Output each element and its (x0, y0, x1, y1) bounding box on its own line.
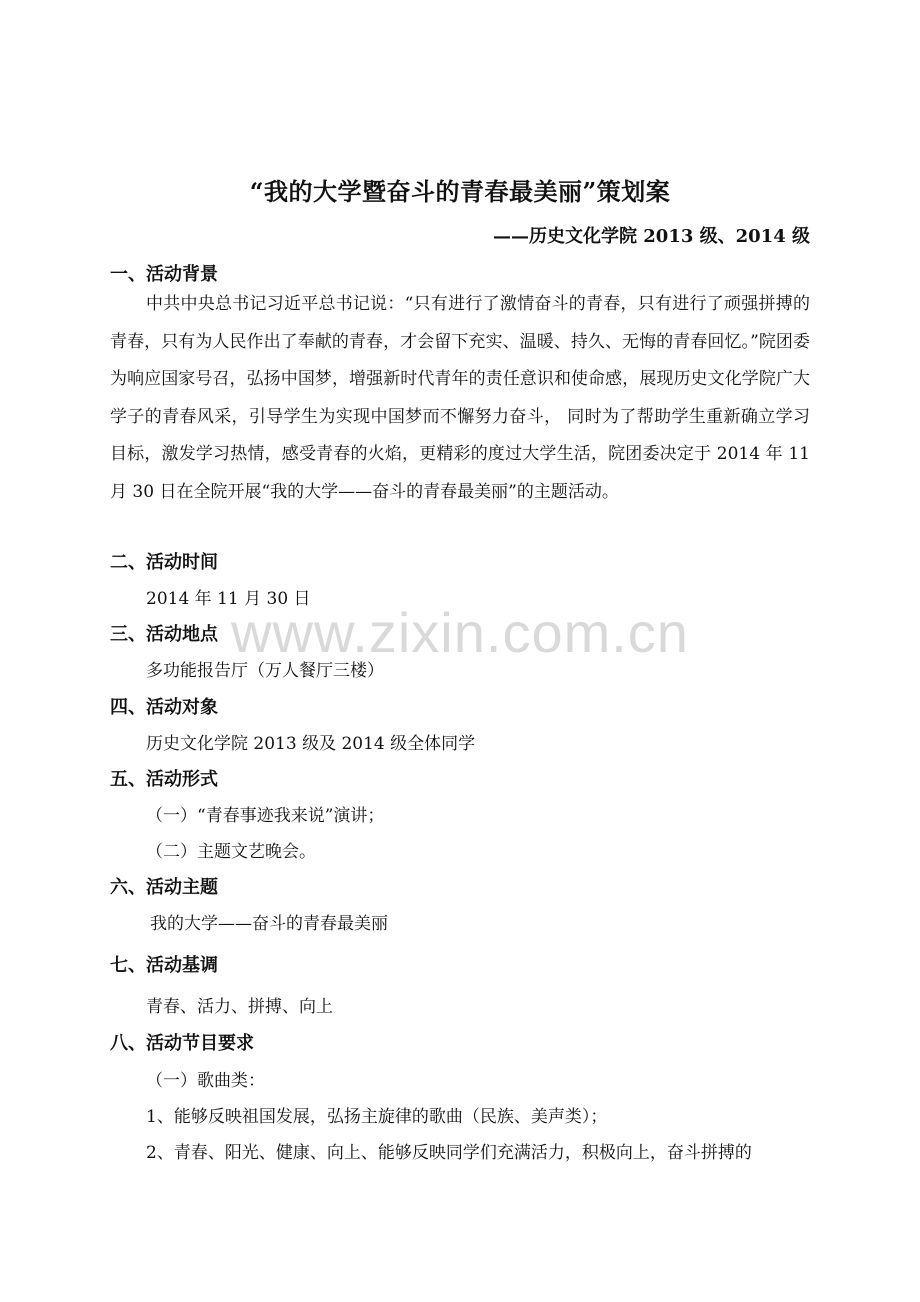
section-heading-place: 三、活动地点 (110, 624, 218, 645)
program-item: 1、能够反映祖国发展，弘扬主旋律的歌曲（民族、美声类）； (146, 1107, 608, 1127)
section-heading-theme: 六、活动主题 (110, 877, 218, 898)
theme-text: 我的大学——奋斗的青春最美丽 (150, 914, 388, 934)
section-heading-tone: 七、活动基调 (110, 955, 218, 976)
watermark: www.zixin.com.cn (231, 601, 689, 664)
time-text: 2014 年 11 月 30 日 (146, 589, 311, 609)
program-item: 2、青春、阳光、健康、向上、能够反映同学们充满活力，积极向上，奋斗拼搏的 (146, 1143, 752, 1163)
section-heading-background: 一、活动背景 (110, 264, 218, 285)
section-heading-time: 二、活动时间 (110, 552, 218, 573)
program-sub-heading: （一）歌曲类： (146, 1071, 265, 1091)
place-text: 多功能报告厅（万人餐厅三楼） (146, 661, 384, 681)
section-heading-form: 五、活动形式 (110, 769, 218, 790)
audience-text: 历史文化学院 2013 级及 2014 级全体同学 (146, 734, 476, 754)
section-heading-audience: 四、活动对象 (110, 697, 218, 718)
form-item: （二）主题文艺晚会。 (146, 842, 316, 862)
form-item: （一）“青春事迹我来说”演讲； (146, 806, 385, 826)
tone-text: 青春、活力、拼搏、向上 (146, 997, 333, 1017)
document-subtitle: ——历史文化学院 2013 级、2014 级 (493, 226, 810, 247)
section-heading-program: 八、活动节目要求 (110, 1033, 254, 1054)
background-paragraph: 中共中央总书记习近平总书记说：“只有进行了激情奋斗的青春，只有进行了顽强拼搏的青春，只有为人民作出了奉献的青春，才会留下充实、温暖、持久、无悔的青春回忆。”院团委为响应国家号召，弘扬中国梦，增强新时代青年的责任意识和使命感，展现历史文化学院广大学子的青春风采，引导学生为实现中国梦而不懈努力奋斗， 同时为了帮助学生重新确立学习目标，激发学习热情，感受青春的火焰，更精彩的度过大学生活，院团委决定于 2014 年 11 月 30 日在全院开展“我的大学——奋斗的青春最美丽”的主题活动。 (110, 294, 810, 502)
document-title: “我的大学暨奋斗的青春最美丽”策划案 (249, 177, 671, 206)
